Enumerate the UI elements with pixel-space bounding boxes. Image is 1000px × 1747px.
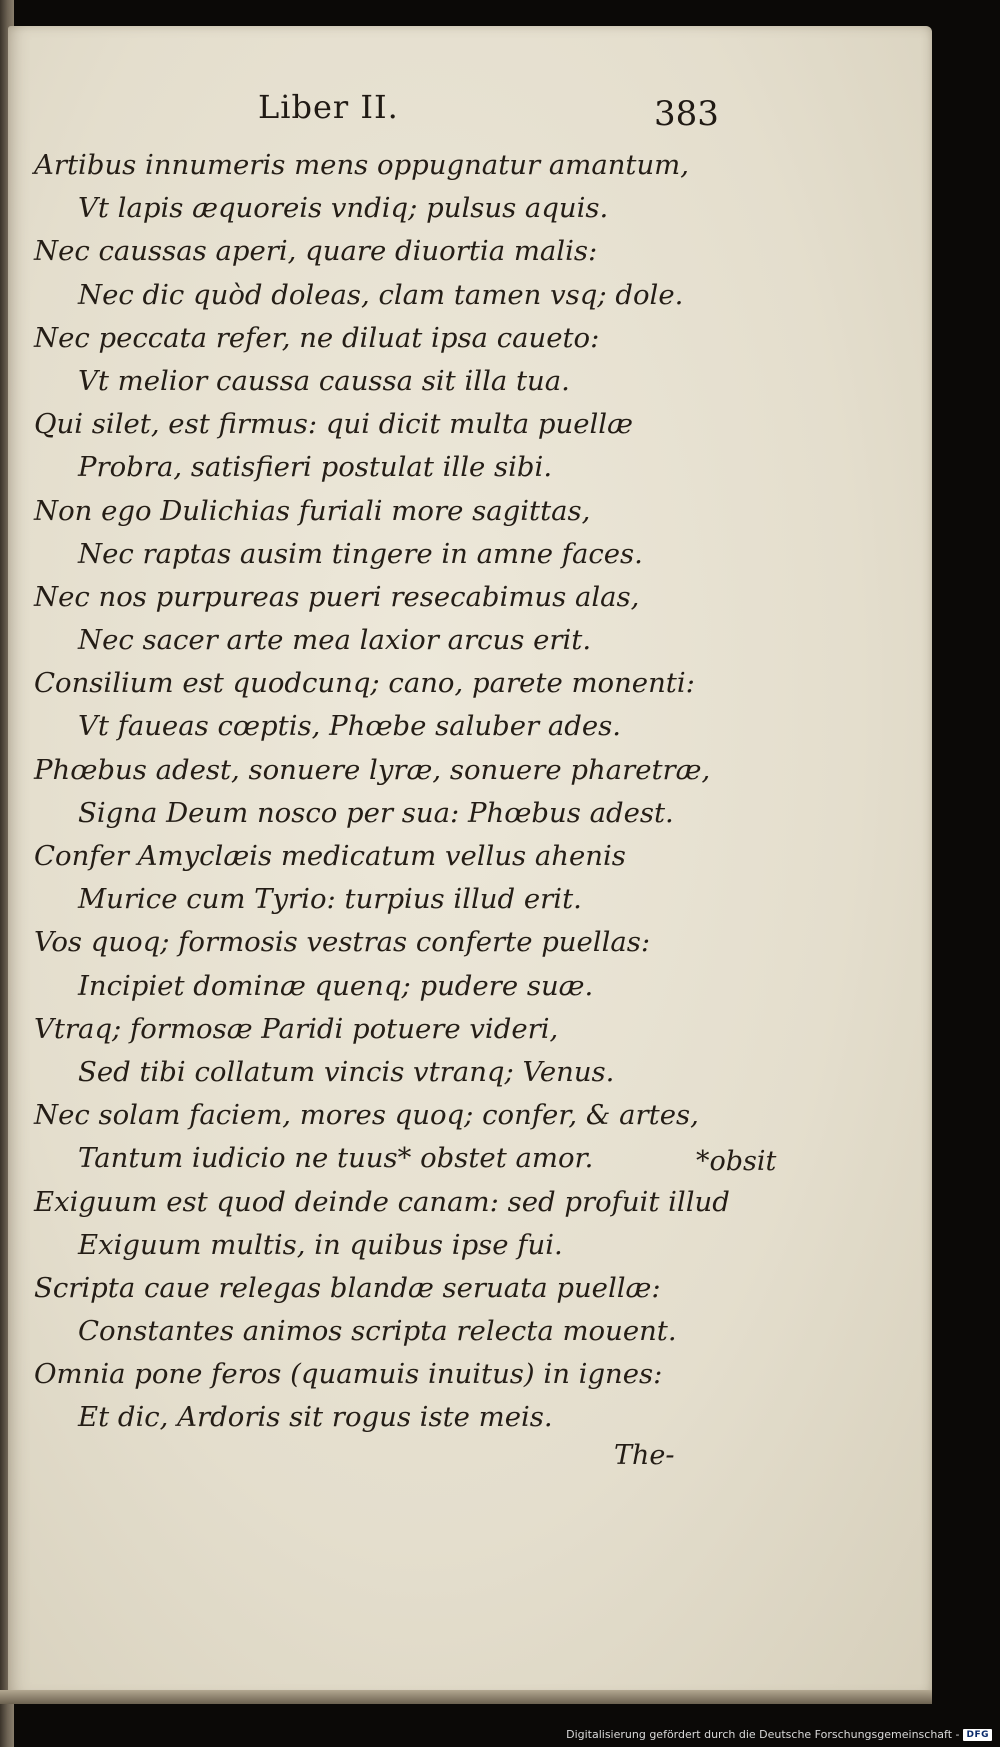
- verse-line: Omnia pone feros (quamuis inuitus) in ignes:: [34, 1358, 663, 1391]
- verse-line: Nec peccata refer, ne diluat ipsa caueto:: [34, 321, 600, 354]
- verse-line: Scripta caue relegas blandæ seruata puellæ:: [34, 1271, 661, 1304]
- page-number: 383: [654, 94, 719, 134]
- verse-line: Vos quoq; formosis vestras conferte puellas:: [34, 926, 651, 959]
- verse-line: Incipiet dominæ quenq; pudere suæ.: [78, 969, 594, 1002]
- verse-line: Sed tibi collatum vincis vtranq; Venus.: [78, 1055, 615, 1088]
- verse-line: Vt lapis æquoreis vndiq; pulsus aquis.: [78, 192, 609, 225]
- verse-line: Nec sacer arte mea laxior arcus erit.: [78, 624, 592, 657]
- verse-line: Tantum iudicio ne tuus* obstet amor.: [78, 1142, 594, 1175]
- verse-line: Constantes animos scripta relecta mouent.: [78, 1315, 677, 1348]
- verse-line: Non ego Dulichias furiali more sagittas,: [34, 494, 591, 527]
- verse-line: Confer Amyclæis medicatum vellus ahenis: [34, 840, 626, 872]
- credit-text: Digitalisierung gefördert durch die Deutsche Forschungsgemeinschaft -: [566, 1728, 960, 1741]
- verse-line: Nec nos purpureas pueri resecabimus alas,: [34, 580, 640, 613]
- verse-line: Et dic, Ardoris sit rogus iste meis.: [78, 1401, 553, 1434]
- verse-line: Artibus innumeris mens oppugnatur amantum,: [34, 149, 690, 181]
- digitization-credit: [566, 1728, 992, 1741]
- verse-line: Vt faueas cœptis, Phœbe saluber ades.: [78, 710, 622, 743]
- verse-line: Exiguum multis, in quibus ipse fui.: [78, 1228, 563, 1261]
- marginal-note: *obsit: [696, 1146, 777, 1177]
- verse-block: [0, 144, 932, 1440]
- catchword: The-: [614, 1440, 675, 1471]
- verse-line: Nec solam faciem, mores quoq; confer, & artes,: [34, 1099, 699, 1132]
- verse-line: Consilium est quodcunq; cano, parete monenti:: [34, 667, 695, 700]
- verse-line: Vtraq; formosæ Paridi potuere videri,: [34, 1012, 559, 1045]
- page-bottom-edge: [0, 1690, 932, 1704]
- verse-line: Vt melior caussa caussa sit illa tua.: [78, 364, 570, 397]
- running-header: Liber II.: [258, 88, 399, 126]
- verse-line: Qui silet, est firmus: qui dicit multa puellæ: [34, 408, 633, 441]
- verse-line: Nec caussas aperi, quare diuortia malis:: [34, 235, 598, 268]
- verse-line: Signa Deum nosco per sua: Phœbus adest.: [78, 796, 674, 829]
- verse-line: Murice cum Tyrio: turpius illud erit.: [78, 883, 582, 916]
- verse-line: Probra, satisfieri postulat ille sibi.: [78, 451, 553, 484]
- verse-line: Nec dic quòd doleas, clam tamen vsq; dole.: [78, 278, 684, 311]
- verse-line: Phœbus adest, sonuere lyræ, sonuere pharetræ,: [34, 753, 711, 786]
- dfg-logo-icon: DFG: [963, 1729, 992, 1741]
- verse-line: Exiguum est quod deinde canam: sed profuit illud: [34, 1185, 730, 1218]
- verse-line: Nec raptas ausim tingere in amne faces.: [78, 537, 643, 570]
